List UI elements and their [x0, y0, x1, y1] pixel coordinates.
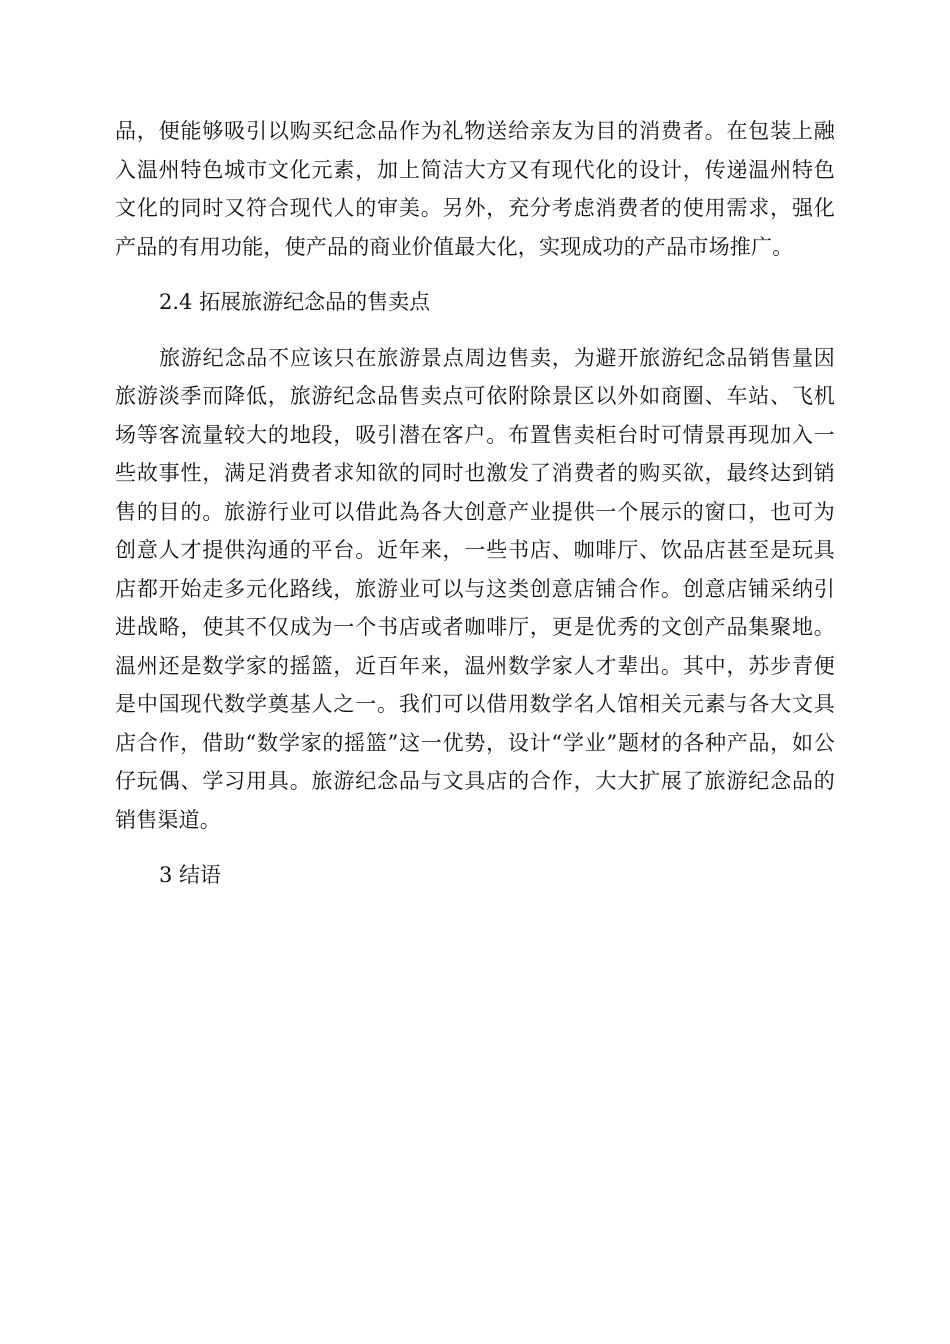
- document-body: [115, 112, 835, 895]
- paragraph-gap: [115, 322, 835, 339]
- section-heading-3: 3 结语: [159, 863, 222, 887]
- section-heading-2-4: 2.4 拓展旅游纪念品的售卖点: [159, 290, 431, 314]
- paragraph-gap: [115, 839, 835, 856]
- paragraph-packaging: 品，便能够吸引以购买纪念品作为礼物送给亲友为目的消费者。在包装上融入温州特色城市文化元素，加上简洁大方又有现代化的设计，传递温州特色文化的同时又符合现代人的审美。另外，充分考虑消费者的使用需求，强化产品的有用功能，使产品的商业价值最大化，实现成功的产品市场推广。: [115, 119, 835, 259]
- paragraph-sales-points: 旅游纪念品不应该只在旅游景点周边售卖，为避开旅游纪念品销售量因旅游淡季而降低，旅游纪念品售卖点可依附除景区以外如商圈、车站、飞机场等客流量较大的地段，吸引潜在客户。布置售卖柜台时可情景再现加入一些故事性，满足消费者求知欲的同时也激发了消费者的购买欲，最终达到销售的目的。旅游行业可以借此為各大创意产业提供一个展示的窗口，也可为创意人才提供沟通的平台。近年来，一些书店、咖啡厅、饮品店甚至是玩具店都开始走多元化路线，旅游业可以与这类创意店铺合作。创意店铺采纳引进战略，使其不仅成为一个书店或者咖啡厅，更是优秀的文创产品集聚地。温州还是数学家的摇篮，近百年来，温州数学家人才辈出。其中，苏步青便是中国现代数学奠基人之一。我们可以借用数学名人馆相关元素与各大文具店合作，借助“数学家的摇篮”这一优势，设计“学业”题材的各种产品，如公仔玩偶、学习用具。旅游纪念品与文具店的合作，大大扩展了旅游纪念品的销售渠道。: [115, 345, 835, 832]
- paragraph-gap: [115, 266, 835, 283]
